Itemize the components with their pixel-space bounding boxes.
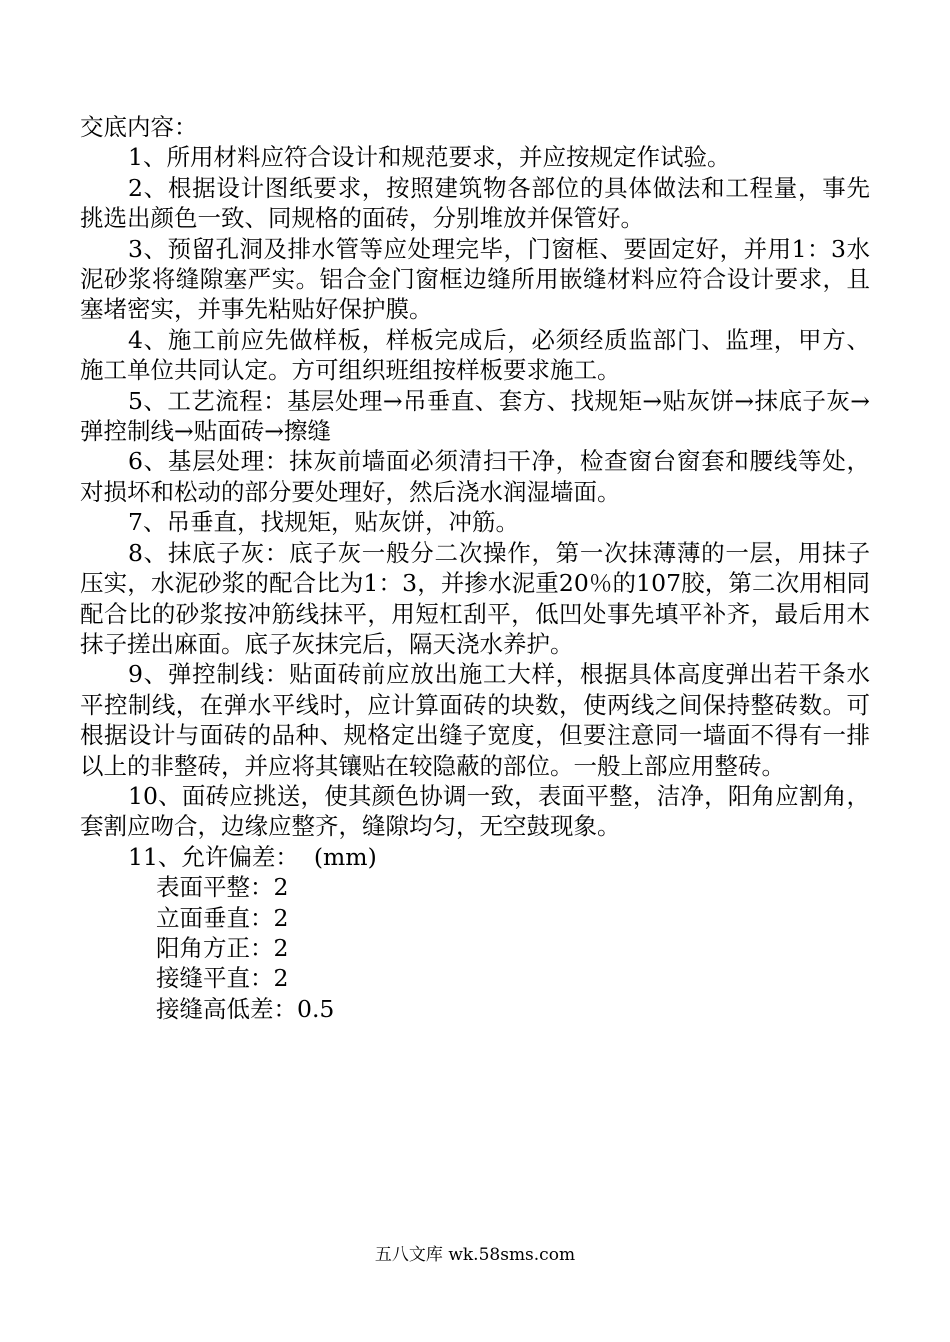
paragraph-2: 2、根据设计图纸要求，按照建筑物各部位的具体做法和工程量，事先挑选出颜色一致、同规格的面砖，分别堆放并保管好。 — [80, 173, 870, 233]
paragraph-1: 1、所用材料应符合设计和规范要求，并应按规定作试验。 — [128, 143, 731, 172]
section-heading: 交底内容： — [80, 113, 198, 141]
tolerance-item: 阳角方正：2 — [156, 933, 289, 962]
paragraph-6: 6、基层处理：抹灰前墙面必须清扫干净，检查窗台窗套和腰线等处，对损坏和松动的部分要处理好，然后浇水润湿墙面。 — [80, 447, 870, 506]
paragraph-10: 10、面砖应挑送，使其颜色协调一致，表面平整，洁净，阳角应割角，套割应吻合，边缘应整齐，缝隙均匀，无空鼓现象。 — [80, 781, 870, 841]
paragraph-3: 3、预留孔洞及排水管等应处理完毕，门窗框、要固定好，并用1：3水泥砂浆将缝隙塞严实。铝合金门窗框边缝所用嵌缝材料应符合设计要求，且塞堵密实，并事先粘贴好保护膜。 — [80, 234, 870, 324]
paragraph-4: 4、施工前应先做样板，样板完成后，必须经质监部门、监理，甲方、施工单位共同认定。方可组织班组按样板要求施工。 — [80, 325, 870, 385]
tolerance-item: 接缝高低差：0.5 — [156, 994, 335, 1023]
paragraph-9: 9、弹控制线：贴面砖前应放出施工大样，根据具体高度弹出若干条水平控制线，在弹水平线时，应计算面砖的块数，使两线之间保持整砖数。可根据设计与面砖的品种、规格定出缝子宽度，但要注意同一墙面不得有一排以上的非整砖，并应将其镶贴在较隐蔽的部位。一般上部应用整砖。 — [80, 660, 870, 780]
document-body — [80, 112, 870, 1024]
paragraph-7: 7、吊垂直，找规矩，贴灰饼，冲筋。 — [128, 508, 519, 537]
footer-watermark: 五八文库 wk.58sms.com — [374, 1245, 576, 1265]
paragraph-5: 5、工艺流程：基层处理→吊垂直、套方、找规矩→贴灰饼→抹底子灰→弹控制线→贴面砖→擦缝 — [80, 386, 870, 446]
paragraph-11: 11、允许偏差： (mm) — [128, 842, 377, 871]
paragraph-8: 8、抹底子灰：底子灰一般分二次操作，第一次抹薄薄的一层，用抹子压实，水泥砂浆的配合比为1：3，并掺水泥重20％的107胶，第二次用相同配合比的砂浆按冲筋线抹平，用短杠刮平，低凹处事先填平补齐，最后用木抹子搓出麻面。底子灰抹完后，隔天浇水养护。 — [80, 538, 870, 658]
tolerance-item: 接缝平直：2 — [156, 964, 289, 993]
tolerance-item: 表面平整：2 — [156, 873, 289, 902]
tolerance-item: 立面垂直：2 — [156, 903, 289, 932]
